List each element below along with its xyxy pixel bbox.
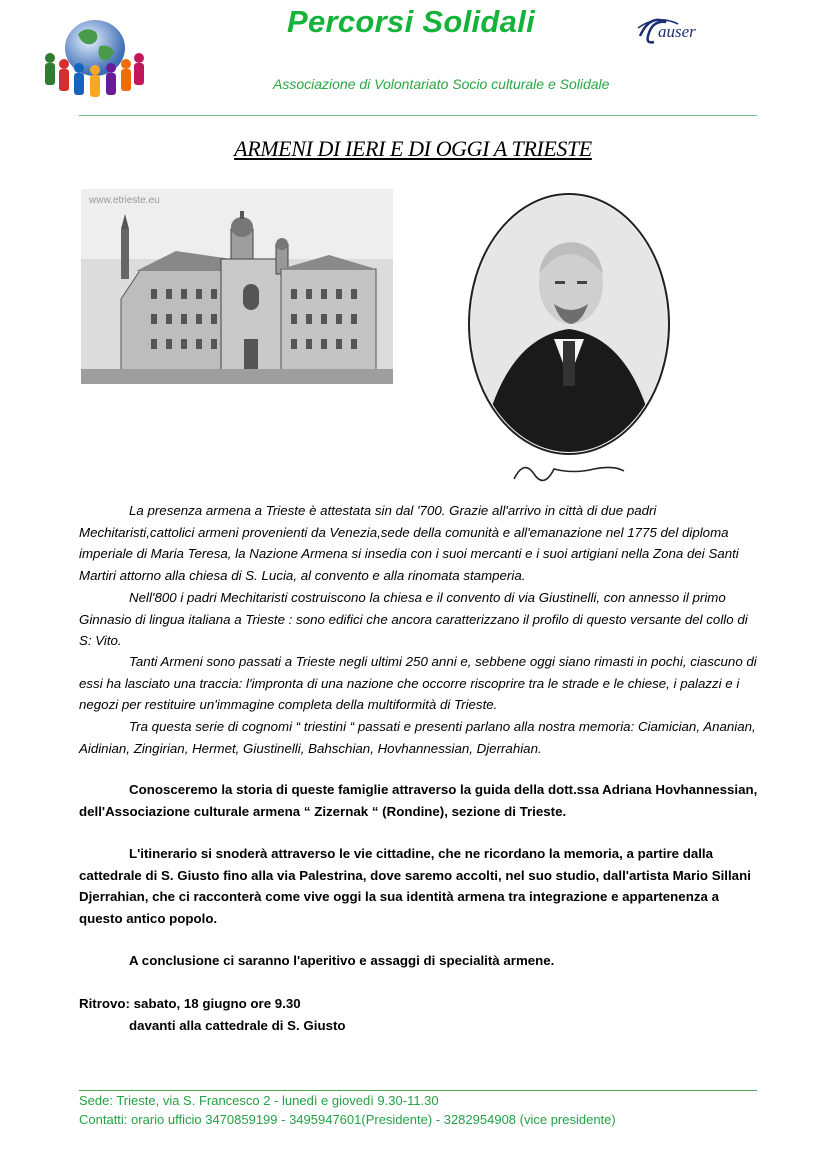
- paragraph-7-text: A conclusione ci saranno l'aperitivo e assaggi di specialità armene.: [129, 953, 555, 968]
- paragraph-3: [79, 651, 759, 716]
- paragraph-1-text: La presenza armena a Trieste è attestata sin dal '700. Grazie all'arrivo in città di due padri Mechitaristi,cattolici armeni provenienti da Venezia,sede della comunità e all'emanazione nel 1775 del diploma imperiale di Maria Teresa, la Nazione Armena si insedia con i suoi mercanti e i suoi artigiani nella Zona dei Santi Martiri attorno alla chiesa di S. Lucia, al convento e alla rinomata stamperia.: [79, 503, 739, 584]
- paragraph-5-text: Conosceremo la storia di queste famiglie attraverso la guida della dott.ssa Adriana Hovhannessian, dell'Associazione culturale armena “ Zizernak “ (Rondine), sezione di Trieste.: [79, 782, 758, 819]
- paragraph-7: [79, 950, 759, 972]
- footer-contacts: Contatti: orario ufficio 3470859199 - 3495947601(Presidente) - 3282954908 (vice presidente): [79, 1112, 616, 1127]
- org-name: Percorsi Solidali: [287, 4, 536, 39]
- document-title: ARMENI DI IERI E DI OGGI A TRIESTE: [234, 136, 592, 161]
- meeting-time: Ritrovo: sabato, 18 giugno ore 9.30: [79, 996, 301, 1011]
- paragraph-6-text: L'itinerario si snoderà attraverso le vie cittadine, che ne ricordano la memoria, a partire dalla cattedrale di S. Giusto fino alla via Palestrina, dove saremo accolti, nel suo studio, dall'artista Mario Sillani Djerrahian, che ci racconterà come vive oggi la sua identità armena tra integrazione e appartenenza a questo antico popolo.: [79, 846, 751, 927]
- header-divider: [79, 115, 757, 116]
- paragraph-2: [79, 587, 759, 652]
- auser-logo-text: auser: [658, 22, 696, 41]
- footer-address: Sede: Trieste, via S. Francesco 2 - lunedì e giovedì 9.30-11.30: [79, 1093, 439, 1108]
- meeting-place: davanti alla cattedrale di S. Giusto: [129, 1017, 346, 1033]
- paragraph-6: [79, 843, 759, 930]
- meeting-point: [79, 993, 759, 1036]
- footer-divider: [79, 1090, 757, 1091]
- paragraph-4: [79, 716, 759, 759]
- image-watermark: www.etrieste.eu: [89, 195, 160, 206]
- paragraph-4-text: Tra questa serie di cognomi “ triestini “ passati e presenti parlano alla nostra memoria: Ciamician, Ananian, Aidinian, Zingirian, Hermet, Giustinelli, Bahschian, Hovhannessian, Djerrahian.: [79, 719, 756, 756]
- globe-people-logo: [38, 12, 150, 102]
- org-tagline: Associazione di Volontariato Socio culturale e Solidale: [273, 76, 610, 92]
- church-building-engraving: [81, 189, 393, 384]
- paragraph-2-text: Nell'800 i padri Mechitaristi costruiscono la chiesa e il convento di via Giustinelli, con annesso il primo Ginnasio di lingua italiana a Trieste : sono edifici che ancora caratterizzano il profilo di questo versante del collo di S: Vito.: [79, 590, 748, 649]
- paragraph-1: [79, 500, 759, 587]
- paragraph-3-text: Tanti Armeni sono passati a Trieste negli ultimi 250 anni e, sebbene oggi siano rimasti in pochi, ciascuno di essi ha lasciato una traccia: l'impronta di una nazione che occorre riscoprire tra le strade e le chiese, i palazzi e i negozi per restituire un'immagine completa della multiformità di Trieste.: [79, 654, 757, 713]
- portrait-photo: [459, 189, 679, 498]
- paragraph-5: [79, 779, 759, 822]
